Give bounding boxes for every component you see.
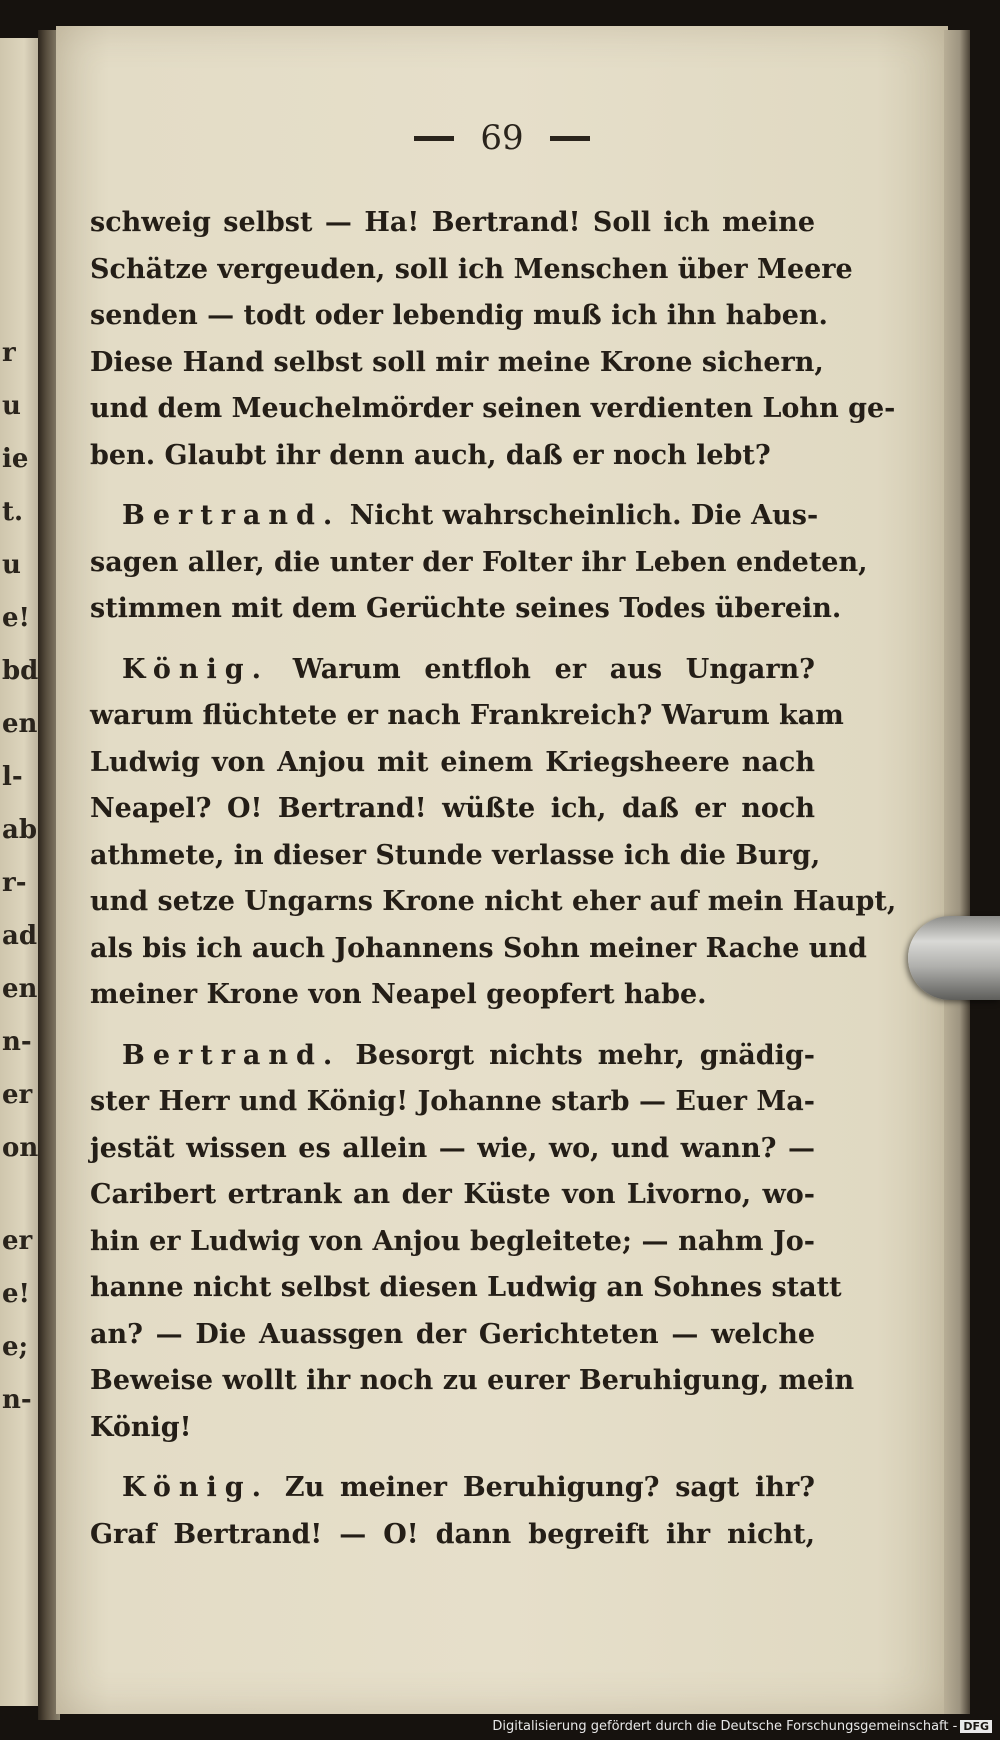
header-dash-right bbox=[550, 136, 590, 141]
line-text: schweig selbst — Ha! Bertrand! Soll ich meine bbox=[90, 207, 815, 238]
left-page-fragment: er bbox=[2, 1226, 33, 1256]
text-line bbox=[90, 293, 828, 340]
left-facing-page bbox=[0, 38, 40, 1706]
left-page-fragment: ad bbox=[2, 921, 38, 951]
page-edge bbox=[944, 30, 970, 1714]
text-line bbox=[90, 1079, 815, 1126]
left-page-fragment: n- bbox=[2, 1385, 32, 1415]
line-text: jestät wissen es allein — wie, wo, und wann? — bbox=[90, 1132, 815, 1164]
page-clip bbox=[908, 916, 1000, 1000]
left-page-fragment: e! bbox=[2, 603, 30, 633]
left-page-fragment: en bbox=[2, 974, 38, 1004]
header-dash-left bbox=[414, 136, 454, 141]
line-text: Schätze vergeuden, soll ich Menschen über Meere bbox=[90, 253, 853, 285]
line-text: als bis ich auch Johannens Sohn meiner Rache und bbox=[90, 932, 867, 964]
line-text: warum flüchtete er nach Frankreich? Warum kam bbox=[90, 700, 844, 731]
left-page-fragment: er bbox=[2, 1080, 33, 1110]
text-line bbox=[90, 647, 815, 694]
line-text: Ludwig von Anjou mit einem Kriegsheere nach bbox=[90, 746, 815, 778]
line-text: stimmen mit dem Gerüchte seines Todes überein. bbox=[90, 593, 842, 624]
text-line bbox=[90, 972, 815, 1019]
line-text: Graf Bertrand! — O! dann begreift ihr nicht, bbox=[90, 1518, 815, 1550]
line-text: senden — todt oder lebendig muß ich ihn haben. bbox=[90, 300, 828, 331]
speaker-name: Bertrand. bbox=[122, 1039, 341, 1071]
paragraph-gap bbox=[90, 1451, 815, 1465]
line-text: Zu meiner Beruhigung? sagt ihr? bbox=[284, 1472, 815, 1503]
line-text: sagen aller, die unter der Folter ihr Leben endeten, bbox=[90, 546, 868, 578]
speaker-name: Bertrand. bbox=[122, 500, 341, 531]
line-text: und setze Ungarns Krone nicht eher auf mein Haupt, bbox=[90, 886, 897, 917]
left-page-fragment: t. bbox=[2, 497, 24, 527]
text-line bbox=[90, 1265, 842, 1312]
digitization-credit bbox=[492, 1719, 992, 1734]
text-line bbox=[90, 1219, 815, 1266]
text-line bbox=[90, 1312, 815, 1359]
left-page-fragment: u bbox=[2, 391, 21, 421]
line-text: ben. Glaubt ihr denn auch, daß er noch lebt? bbox=[90, 439, 771, 471]
paragraph-gap bbox=[90, 1019, 815, 1033]
text-line bbox=[90, 833, 821, 880]
speaker-name: König. bbox=[122, 1472, 270, 1503]
left-page-fragment: r bbox=[2, 338, 16, 368]
line-text: meiner Krone von Neapel geopfert habe. bbox=[90, 979, 707, 1010]
text-line bbox=[90, 433, 815, 480]
line-text: hin er Ludwig von Anjou begleitete; — nahm Jo- bbox=[90, 1225, 815, 1257]
line-text: König! bbox=[90, 1411, 192, 1443]
left-page-fragment: on bbox=[2, 1133, 39, 1163]
line-text: hanne nicht selbst diesen Ludwig an Sohnes statt bbox=[90, 1272, 842, 1303]
line-text: Caribert ertrank an der Küste von Livorno, wo- bbox=[90, 1179, 815, 1210]
text-line bbox=[90, 693, 844, 740]
text-line bbox=[90, 740, 815, 787]
line-text: Diese Hand selbst soll mir meine Krone sichern, bbox=[90, 346, 824, 378]
line-text: athmete, in dieser Stunde verlasse ich die Burg, bbox=[90, 839, 821, 871]
left-page-fragment: n- bbox=[2, 1027, 32, 1057]
text-line bbox=[90, 786, 815, 833]
line-text: Besorgt nichts mehr, gnädig- bbox=[355, 1039, 815, 1071]
page-number: 69 bbox=[480, 118, 524, 158]
left-page-fragment: e; bbox=[2, 1332, 29, 1362]
left-page-fragment: r- bbox=[2, 868, 27, 898]
line-text: und dem Meuchelmörder seinen verdienten Lohn ge- bbox=[90, 393, 896, 424]
text-line bbox=[90, 340, 824, 387]
line-text: an? — Die Auassgen der Gerichteten — welche bbox=[90, 1318, 815, 1350]
dfg-logo: DFG bbox=[960, 1720, 992, 1733]
text-line bbox=[90, 926, 867, 973]
text-line bbox=[90, 247, 853, 294]
text-line bbox=[90, 1358, 855, 1405]
text-line bbox=[90, 540, 868, 587]
body-text bbox=[90, 200, 897, 1558]
left-page-fragment: ie bbox=[2, 444, 29, 474]
credit-text: Digitalisierung gefördert durch die Deutsche Forschungsgemeinschaft - bbox=[492, 1719, 958, 1734]
line-text: Nicht wahrscheinlich. Die Aus- bbox=[349, 500, 819, 531]
left-page-fragment: bd bbox=[2, 656, 39, 686]
text-line bbox=[90, 386, 896, 433]
line-text: Beweise wollt ihr noch zu eurer Beruhigung, mein bbox=[90, 1365, 855, 1396]
text-line bbox=[90, 1405, 815, 1452]
left-page-fragment: l- bbox=[2, 762, 23, 792]
left-page-fragment: e! bbox=[2, 1279, 30, 1309]
text-line bbox=[90, 200, 815, 247]
text-line bbox=[90, 1512, 815, 1559]
text-line bbox=[90, 1172, 815, 1219]
text-line bbox=[90, 1126, 815, 1173]
text-line bbox=[90, 879, 897, 926]
paragraph-gap bbox=[90, 633, 815, 647]
left-page-fragment: ab bbox=[2, 815, 38, 845]
text-line bbox=[90, 1465, 815, 1512]
speaker-name: König. bbox=[122, 653, 270, 685]
left-page-fragment: u bbox=[2, 550, 21, 580]
text-line bbox=[90, 586, 842, 633]
line-text: Warum entfloh er aus Ungarn? bbox=[292, 653, 816, 685]
text-line bbox=[90, 493, 819, 540]
line-text: Neapel? O! Bertrand! wüßte ich, daß er noch bbox=[90, 793, 815, 824]
text-line bbox=[90, 1033, 815, 1080]
line-text: ster Herr und König! Johanne starb — Euer Ma- bbox=[90, 1086, 815, 1117]
left-page-fragment: en bbox=[2, 709, 38, 739]
page-header bbox=[56, 118, 948, 168]
paragraph-gap bbox=[90, 479, 815, 493]
